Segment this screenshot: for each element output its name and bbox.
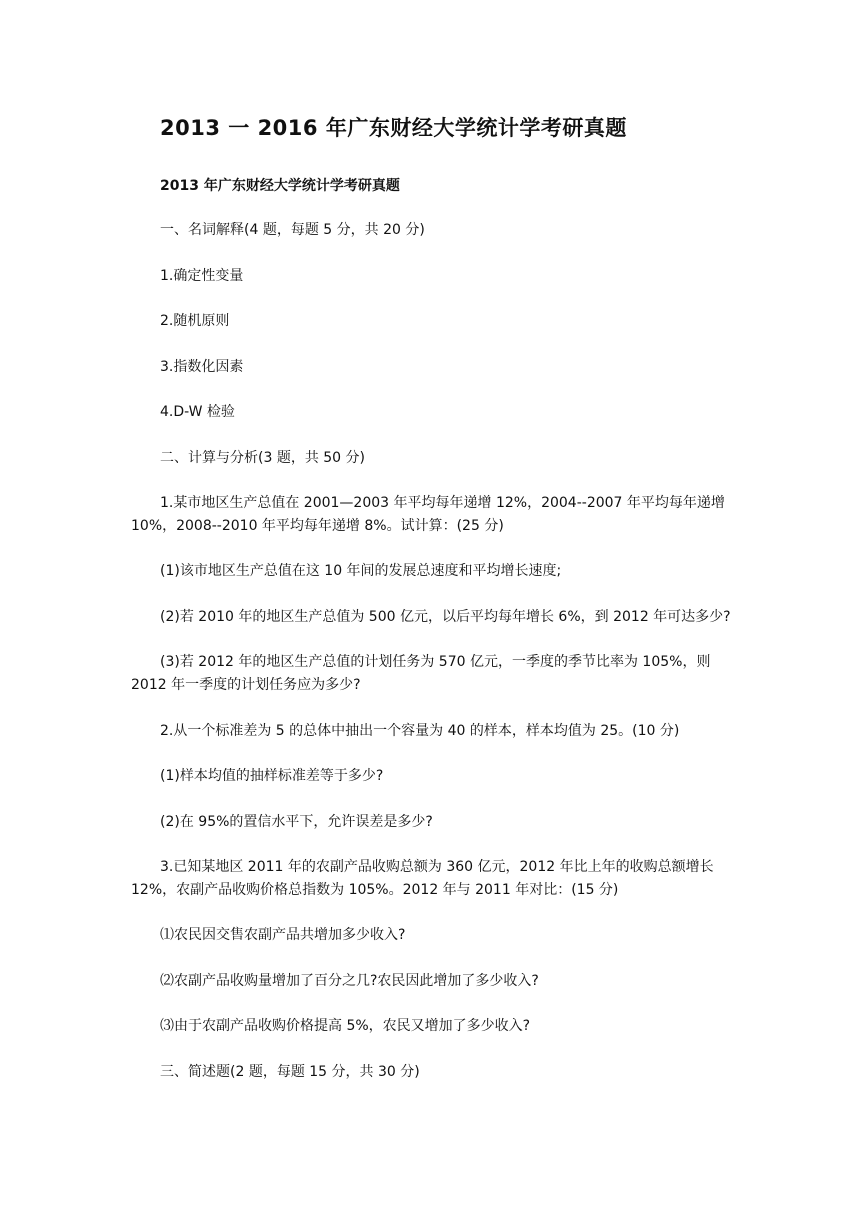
question-2-part-1: (1)样本均值的抽样标准差等于多少? bbox=[160, 768, 384, 784]
question-2: 2.从一个标准差为 5 的总体中抽出一个容量为 40 的样本，样本均值为 25。(10 分) bbox=[160, 723, 680, 739]
question-3-line-1: 3.已知某地区 2011 年的农副产品收购总额为 360 亿元，2012 年比上年的收购总额增长 bbox=[160, 859, 714, 875]
section1-heading: 一、名词解释(4 题，每题 5 分，共 20 分) bbox=[160, 222, 425, 238]
list-item: 2.随机原则 bbox=[160, 313, 230, 329]
question-3-part-2: ⑵农副产品收购量增加了百分之几?农民因此增加了多少收入? bbox=[160, 973, 539, 989]
exam-subtitle: 2013 年广东财经大学统计学考研真题 bbox=[160, 178, 400, 194]
question-3-part-1: ⑴农民因交售农副产品共增加多少收入? bbox=[160, 927, 406, 943]
question-1-line-2: 10%，2008--2010 年平均每年递增 8%。试计算：(25 分) bbox=[131, 518, 504, 534]
list-item: 4.D-W 检验 bbox=[160, 404, 235, 420]
list-item: 1.确定性变量 bbox=[160, 268, 244, 284]
question-3-part-3: ⑶由于农副产品收购价格提高 5%，农民又增加了多少收入? bbox=[160, 1018, 531, 1034]
question-2-part-2: (2)在 95%的置信水平下，允许误差是多少? bbox=[160, 814, 433, 830]
question-3-line-2: 12%，农副产品收购价格总指数为 105%。2012 年与 2011 年对比：(15 分) bbox=[131, 882, 619, 898]
document-title: 2013 一 2016 年广东财经大学统计学考研真题 bbox=[160, 116, 627, 140]
question-1-part-3-line-2: 2012 年一季度的计划任务应为多少? bbox=[131, 677, 361, 693]
question-1-part-2: (2)若 2010 年的地区生产总值为 500 亿元，以后平均每年增长 6%，到 2012 年可达多少? bbox=[160, 609, 731, 625]
question-1-line-1: 1.某市地区生产总值在 2001—2003 年平均每年递增 12%，2004--2007 年平均每年递增 bbox=[160, 495, 725, 511]
list-item: 3.指数化因素 bbox=[160, 359, 244, 375]
section2-heading: 二、计算与分析(3 题，共 50 分) bbox=[160, 450, 365, 466]
section3-heading: 三、简述题(2 题，每题 15 分，共 30 分) bbox=[160, 1064, 420, 1080]
question-1-part-3-line-1: (3)若 2012 年的地区生产总值的计划任务为 570 亿元，一季度的季节比率为 105%，则 bbox=[160, 654, 711, 670]
question-1-part-1: (1)该市地区生产总值在这 10 年间的发展总速度和平均增长速度; bbox=[160, 563, 562, 579]
